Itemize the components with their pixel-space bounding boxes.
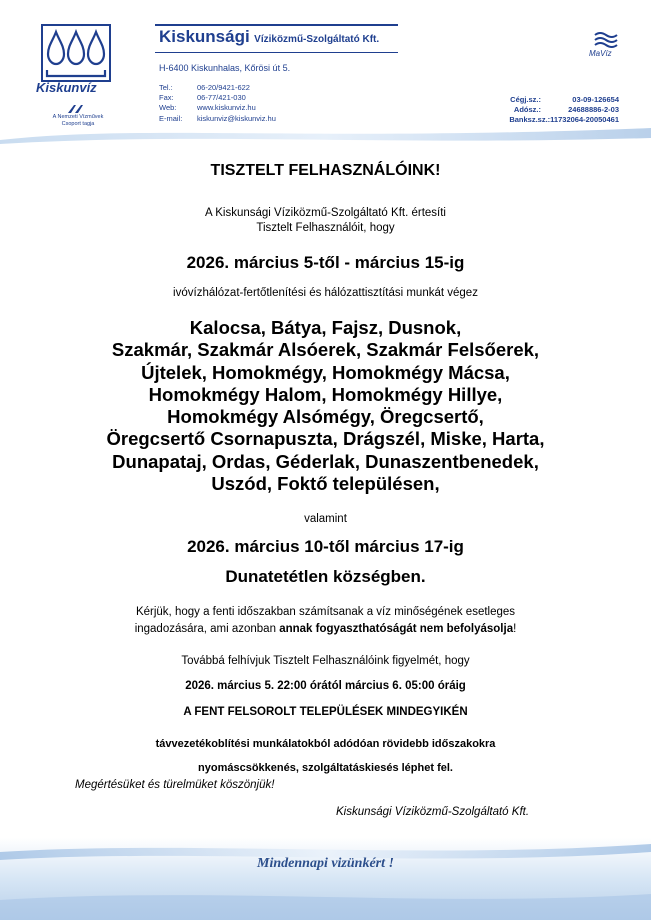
web-link[interactable]: www.kiskunviz.hu <box>197 103 256 113</box>
drinkability-emphasis: annak fogyaszthatóságát nem befolyásolja <box>279 623 514 635</box>
intro-line: Tisztelt Felhasználóit, hogy <box>256 222 395 234</box>
registration-label: Banksz.sz.: <box>509 115 551 125</box>
title-rule-bottom <box>155 52 398 53</box>
town-list-line: Homokmégy Halom, Homokmégy Hillye, <box>148 383 503 405</box>
company-address: H-6400 Kiskunhalas, Kőrösi út 5. <box>159 63 291 73</box>
contact-row <box>159 83 276 93</box>
quality-notice <box>0 604 651 638</box>
intro-text <box>0 206 651 236</box>
work-description: ivóvízhálózat-fertőtlenítési és hálózattisztítási munkát végez <box>173 287 478 299</box>
contact-block <box>159 83 276 124</box>
logo-subtext-line: A Nemzeti Vízművek <box>52 114 104 120</box>
contact-label: Web: <box>159 103 177 113</box>
kiskunviz-logo-icon <box>41 24 111 82</box>
secondary-town: Dunatetétlen községben. <box>225 567 426 586</box>
town-list-line: Uszód, Foktő településen, <box>211 473 440 495</box>
signature-company: Kiskunsági Víziközmű-Szolgáltató Kft. <box>336 806 530 818</box>
logo-name: Kiskunvíz <box>36 80 97 95</box>
town-list-line: Homokmégy Alsómégy, Öregcsertő, <box>167 406 484 428</box>
company-name-small: Víziközmű-Szolgáltató Kft. <box>254 34 380 45</box>
pressure-drop-line: nyomáscsökkenés, szolgáltatáskiesés léphet fel. <box>198 762 453 774</box>
conjunction-text: valamint <box>304 513 347 525</box>
town-list-line: Öregcsertő Csornapuszta, Drágszél, Miske, Harta, <box>106 428 545 450</box>
notice-title: TISZTELT FELHASZNÁLÓINK! <box>210 162 441 179</box>
footer-wave-decoration <box>0 838 651 920</box>
maviz-logo-icon <box>594 31 618 49</box>
company-name <box>159 27 379 47</box>
maviz-logo-text: MaVíz <box>589 49 612 58</box>
registration-value: 03-09-126654 <box>572 95 619 104</box>
fax-value: 06-77/421-030 <box>197 93 246 103</box>
registration-label: Adósz.: <box>513 105 541 115</box>
intro-line: A Kiskunsági Víziközmű-Szolgáltató Kft. értesíti <box>205 207 446 219</box>
date-range-secondary: 2026. március 10-től március 17-ig <box>187 537 464 556</box>
company-name-big: Kiskunsági <box>159 27 250 46</box>
registration-value: 24688886-2-03 <box>568 105 619 115</box>
quality-notice-text: ingadozására, ami azonban <box>134 623 280 635</box>
town-list-line: Dunapataj, Ordas, Géderlak, Dunaszentbenedek, <box>112 450 539 472</box>
contact-label: E-mail: <box>159 113 183 123</box>
registration-row <box>509 95 619 105</box>
contact-row <box>159 93 276 103</box>
nemzeti-vizmuvek-icon <box>66 104 86 114</box>
contact-label: Tel.: <box>159 83 173 92</box>
quality-notice-line: Kérjük, hogy a fenti időszakban számítsanak a víz minőségének esetleges <box>135 606 516 618</box>
quality-notice-line <box>0 621 651 638</box>
phone-value: 06-20/9421-622 <box>197 83 250 92</box>
town-list <box>0 317 651 495</box>
contact-row <box>159 103 276 113</box>
town-list-line: Újtelek, Homokmégy, Homokmégy Mácsa, <box>141 361 510 383</box>
header-wave-decoration <box>0 120 651 144</box>
pressure-drop-timeframe: 2026. március 5. 22:00 órától március 6. 05:00 óráig <box>185 680 466 692</box>
logo-subtext-line: Csoport tagja <box>61 121 95 127</box>
additional-notice: Továbbá felhívjuk Tisztelt Felhasználóink figyelmét, hogy <box>181 655 470 667</box>
pressure-drop-line: távvezetékoblítési munkálatokból adódóan rövidebb időszakokra <box>155 738 496 750</box>
registration-value: 11732064-20050461 <box>550 115 619 125</box>
pressure-drop-notice <box>0 732 651 780</box>
quality-notice-text: ! <box>513 623 517 635</box>
town-list-line: Szakmár, Szakmár Alsóerek, Szakmár Felsőerek, <box>111 339 540 361</box>
town-list-line: Kalocsa, Bátya, Fajsz, Dusnok, <box>189 317 462 338</box>
contact-label: Fax: <box>159 93 174 103</box>
registration-label: Cégj.sz.: <box>510 95 541 104</box>
letterhead <box>0 0 651 140</box>
registration-row <box>509 105 619 115</box>
footer-slogan: Mindennapi vizünkért ! <box>257 856 394 871</box>
email-link[interactable]: kiskunviz@kiskunviz.hu <box>197 113 276 123</box>
thanks-text: Megértésüket és türelmüket köszönjük! <box>75 779 275 791</box>
title-rule-top <box>155 24 398 26</box>
date-range-primary: 2026. március 5-től - március 15-ig <box>186 253 465 272</box>
all-settlements-heading: A FENT FELSOROLT TELEPÜLÉSEK MINDEGYIKÉN <box>183 706 468 718</box>
